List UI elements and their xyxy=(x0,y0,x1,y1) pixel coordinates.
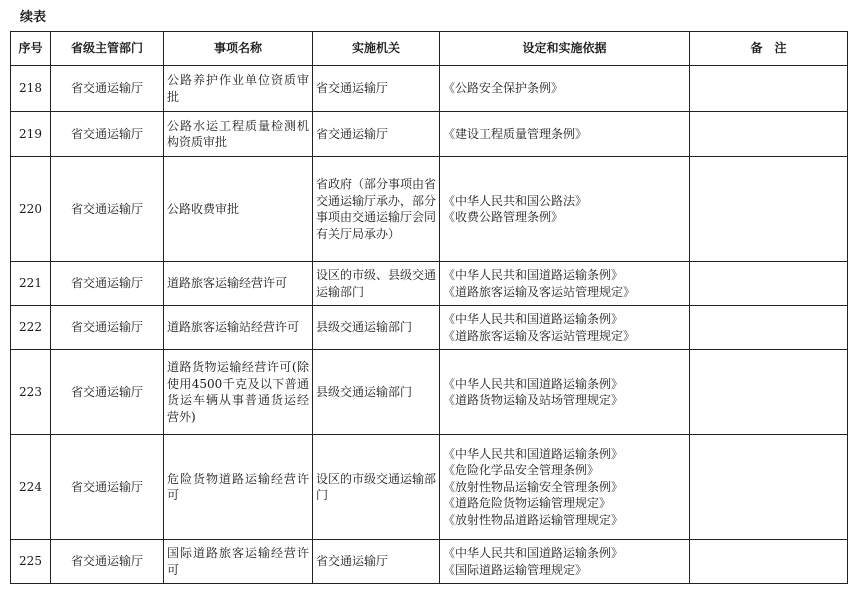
approval-items-table xyxy=(10,31,848,584)
table-row xyxy=(11,435,848,540)
row-notes xyxy=(690,262,848,306)
row-basis xyxy=(440,157,690,262)
basis-line: 《中华人民共和国道路运输条例》 xyxy=(443,312,624,326)
row-basis xyxy=(440,540,690,584)
row-item-name: 公路养护作业单位资质审批 xyxy=(164,66,313,112)
row-agency: 设区的市级交通运输部门 xyxy=(313,435,440,540)
row-agency: 省交通运输厅 xyxy=(313,540,440,584)
basis-line: 《道路危险货物运输管理规定》 xyxy=(443,496,612,511)
row-number: 223 xyxy=(11,350,51,435)
table-row xyxy=(11,112,848,157)
basis-line: 《放射性物品道路运输管理规定》 xyxy=(443,512,624,527)
row-item-name: 道路旅客运输经营许可 xyxy=(164,262,313,306)
basis-line: 《中华人民共和国道路运输条例》 xyxy=(443,546,624,560)
row-department: 省交通运输厅 xyxy=(51,66,164,112)
row-number: 219 xyxy=(11,112,51,157)
table-row xyxy=(11,350,848,435)
basis-line: 《道路旅客运输及客运站管理规定》 xyxy=(443,328,636,343)
header-agency: 实施机关 xyxy=(313,32,440,66)
row-basis xyxy=(440,112,690,157)
basis-line: 《放射性物品运输安全管理条例》 xyxy=(443,479,624,494)
header-item-name: 事项名称 xyxy=(164,32,313,66)
table-row xyxy=(11,66,848,112)
table-header-row xyxy=(11,32,848,66)
row-agency: 县级交通运输部门 xyxy=(313,350,440,435)
row-notes xyxy=(690,112,848,157)
row-notes xyxy=(690,435,848,540)
row-department: 省交通运输厅 xyxy=(51,262,164,306)
basis-line: 《建设工程质量管理条例》 xyxy=(443,126,588,141)
row-number: 225 xyxy=(11,540,51,584)
basis-line: 《中华人民共和国道路运输条例》 xyxy=(443,446,624,461)
row-number: 222 xyxy=(11,306,51,350)
basis-line: 《国际道路运输管理规定》 xyxy=(443,562,588,577)
row-agency: 省交通运输厅 xyxy=(313,66,440,112)
row-number: 218 xyxy=(11,66,51,112)
row-number: 220 xyxy=(11,157,51,262)
row-notes xyxy=(690,66,848,112)
row-item-name: 道路旅客运输站经营许可 xyxy=(164,306,313,350)
basis-line: 《中华人民共和国道路运输条例》 xyxy=(443,376,624,391)
row-item-name: 公路水运工程质量检测机构资质审批 xyxy=(164,112,313,157)
row-basis xyxy=(440,262,690,306)
header-number: 序号 xyxy=(11,32,51,66)
basis-line: 《收费公路管理条例》 xyxy=(443,210,564,224)
basis-line: 《公路安全保护条例》 xyxy=(443,81,564,96)
row-item-name: 道路货物运输经营许可(除使用4500千克及以下普通货运车辆从事普通货运经营外) xyxy=(164,350,313,435)
row-department: 省交通运输厅 xyxy=(51,540,164,584)
table-row xyxy=(11,306,848,350)
basis-line: 《道路旅客运输及客运站管理规定》 xyxy=(443,284,636,299)
table-caption: 续表 xyxy=(20,10,47,25)
row-notes xyxy=(690,157,848,262)
row-department: 省交通运输厅 xyxy=(51,350,164,435)
row-item-name: 公路收费审批 xyxy=(164,157,313,262)
row-number: 221 xyxy=(11,262,51,306)
header-department: 省级主管部门 xyxy=(51,32,164,66)
basis-line: 《道路货物运输及站场管理规定》 xyxy=(443,393,624,407)
row-notes xyxy=(690,350,848,435)
row-agency: 县级交通运输部门 xyxy=(313,306,440,350)
row-item-name: 国际道路旅客运输经营许可 xyxy=(164,540,313,584)
row-department: 省交通运输厅 xyxy=(51,157,164,262)
basis-line: 《中华人民共和国公路法》 xyxy=(443,193,588,208)
row-basis xyxy=(440,435,690,540)
table-row xyxy=(11,540,848,584)
row-department: 省交通运输厅 xyxy=(51,112,164,157)
table-row xyxy=(11,157,848,262)
row-department: 省交通运输厅 xyxy=(51,306,164,350)
row-basis xyxy=(440,350,690,435)
row-department: 省交通运输厅 xyxy=(51,435,164,540)
basis-line: 《中华人民共和国道路运输条例》 xyxy=(443,268,624,282)
row-notes xyxy=(690,306,848,350)
row-notes xyxy=(690,540,848,584)
row-basis xyxy=(440,306,690,350)
row-agency: 省政府（部分事项由省交通运输厅承办，部分事项由交通运输厅会同有关厅局承办） xyxy=(313,157,440,262)
row-number: 224 xyxy=(11,435,51,540)
row-item-name: 危险货物道路运输经营许可 xyxy=(164,435,313,540)
basis-line: 《危险化学品安全管理条例》 xyxy=(443,463,600,478)
row-agency: 设区的市级、县级交通运输部门 xyxy=(313,262,440,306)
row-basis xyxy=(440,66,690,112)
row-agency: 省交通运输厅 xyxy=(313,112,440,157)
table-row xyxy=(11,262,848,306)
header-basis: 设定和实施依据 xyxy=(440,32,690,66)
header-notes: 备 注 xyxy=(690,32,848,66)
